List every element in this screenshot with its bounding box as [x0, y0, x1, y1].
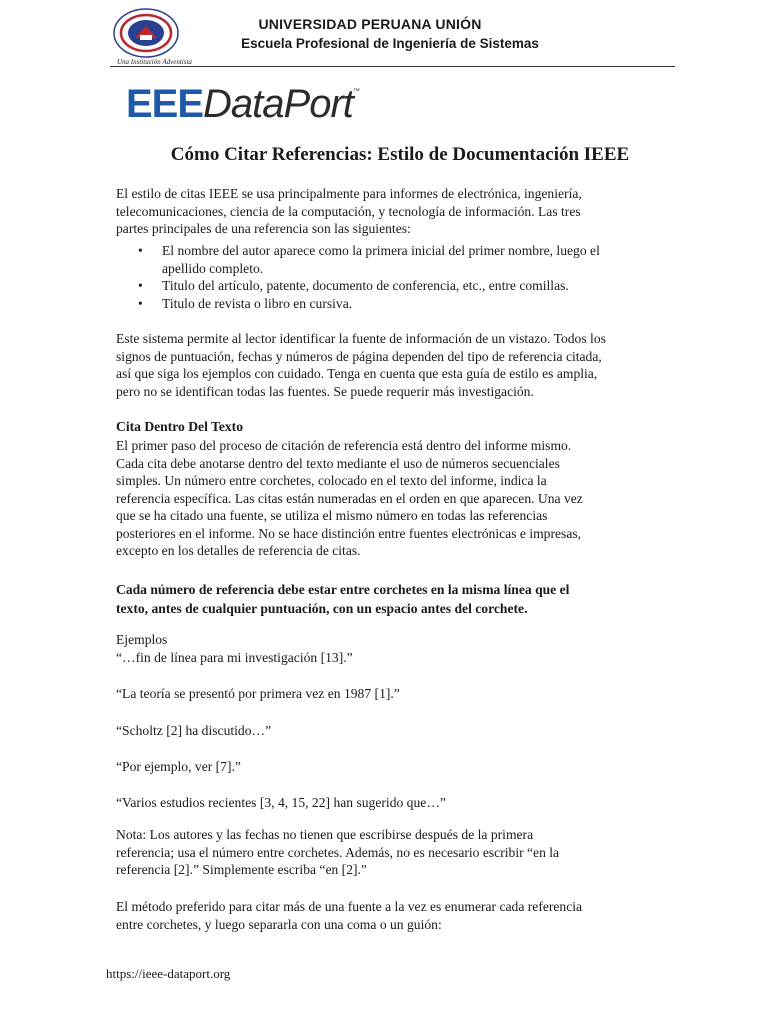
bullet-icon: •	[138, 243, 143, 258]
list-item-text: Titulo de revista o libro en cursiva.	[162, 295, 353, 311]
university-name: UNIVERSIDAD PERUANA UNIÓN	[258, 16, 482, 32]
citation-paragraph	[116, 437, 676, 560]
letterhead	[0, 0, 768, 70]
school-name: Escuela Profesional de Ingeniería de Sistemas	[241, 36, 539, 51]
paragraph-line: referencia específica. Las citas están numeradas en el orden en que aparecen. Una vez	[116, 490, 583, 506]
list-item	[138, 242, 678, 277]
final-paragraph	[116, 898, 676, 933]
paragraph-line: que se ha citado una fuente, se utiliza el mismo número en todas las referencias	[116, 508, 548, 523]
example-item: “Por ejemplo, ver [7].”	[116, 759, 241, 774]
paragraph-line: Cada cita debe anotarse dentro del texto mediante el uso de números secuenciales	[116, 455, 560, 471]
paragraph-line: El método preferido para citar más de una fuente a la vez es enumerar cada referencia	[116, 899, 583, 914]
paragraph-line: entre corchetes, y luego separarla con una coma o un guión:	[116, 916, 442, 932]
paragraph-line: simples. Un número entre corchetes, colocado en el texto del informe, indica la	[116, 473, 547, 488]
ieee-dataport-logo	[126, 84, 360, 124]
logo-eee-text: EEE	[126, 82, 204, 126]
paragraph-line: así que siga los ejemplos con cuidado. Tenga en cuenta que esta guía de estilo es amplia,	[116, 366, 598, 381]
header-divider	[110, 66, 675, 67]
list-item	[138, 277, 678, 295]
reference-parts-list	[138, 242, 678, 312]
example-item: “Scholtz [2] ha discutido…”	[116, 723, 272, 738]
paragraph-line: referencia [2].” Simplemente escriba “en [2].”	[116, 862, 367, 877]
intro-line: telecomunicaciones, ciencia de la computación, y tecnología de información. Las tres	[116, 203, 581, 219]
paragraph-line: Nota: Los autores y las fechas no tienen que escribirse después de la primera	[116, 827, 534, 842]
university-seal-logo	[113, 8, 179, 58]
logo-dataport-text: DataPort	[203, 82, 353, 126]
paragraph-line: posteriores en el informe. No se hace distinción entre fuentes electrónicas e impresas,	[116, 525, 582, 541]
list-item	[138, 295, 678, 313]
paragraph-line: texto, antes de cualquier puntuación, con un espacio antes del corchete.	[116, 601, 528, 616]
footer-url: https://ieee-dataport.org	[106, 966, 231, 981]
paragraph-line: signos de puntuación, fechas y números de página dependen del tipo de referencia citada,	[116, 348, 602, 364]
bold-rule-paragraph	[116, 580, 676, 618]
paragraph-line: excepto en los detalles de referencia de citas.	[116, 543, 361, 558]
intro-line: El estilo de citas IEEE se usa principalmente para informes de electrónica, ingeniería,	[116, 186, 582, 201]
list-item-text: apellido completo.	[162, 260, 264, 276]
intro-paragraph	[116, 185, 676, 238]
bullet-icon: •	[138, 278, 143, 293]
examples-label: Ejemplos	[116, 632, 168, 647]
section-heading: Cita Dentro Del Texto	[116, 419, 243, 434]
logo-trademark: ™	[352, 88, 360, 95]
paragraph-line: referencia; usa el número entre corchetes. Además, no es necesario escribir “en la	[116, 844, 560, 860]
example-item: “Varios estudios recientes [3, 4, 15, 22] han sugerido que…”	[116, 795, 446, 810]
example-item: “…fin de línea para mi investigación [13].”	[116, 650, 353, 665]
document-title: Cómo Citar Referencias: Estilo de Documentación IEEE	[170, 144, 630, 165]
university-motto: Una Institución Adventista	[117, 58, 192, 66]
system-paragraph	[116, 330, 676, 400]
list-item-text: El nombre del autor aparece como la primera inicial del primer nombre, luego el	[162, 243, 600, 258]
paragraph-line: Este sistema permite al lector identificar la fuente de información de un vistazo. Todos los	[116, 331, 606, 346]
example-item: “La teoría se presentó por primera vez en 1987 [1].”	[116, 686, 400, 701]
paragraph-line: El primer paso del proceso de citación de referencia está dentro del informe mismo.	[116, 438, 572, 453]
paragraph-line: pero no se identifican todas las fuentes. Se puede requerir más investigación.	[116, 383, 534, 399]
paragraph-line: Cada número de referencia debe estar entre corchetes en la misma línea que el	[116, 582, 570, 597]
bullet-icon: •	[138, 295, 143, 311]
intro-line: partes principales de una referencia son las siguientes:	[116, 221, 411, 236]
note-paragraph	[116, 826, 676, 879]
list-item-text: Titulo del artículo, patente, documento de conferencia, etc., entre comillas.	[162, 278, 569, 293]
